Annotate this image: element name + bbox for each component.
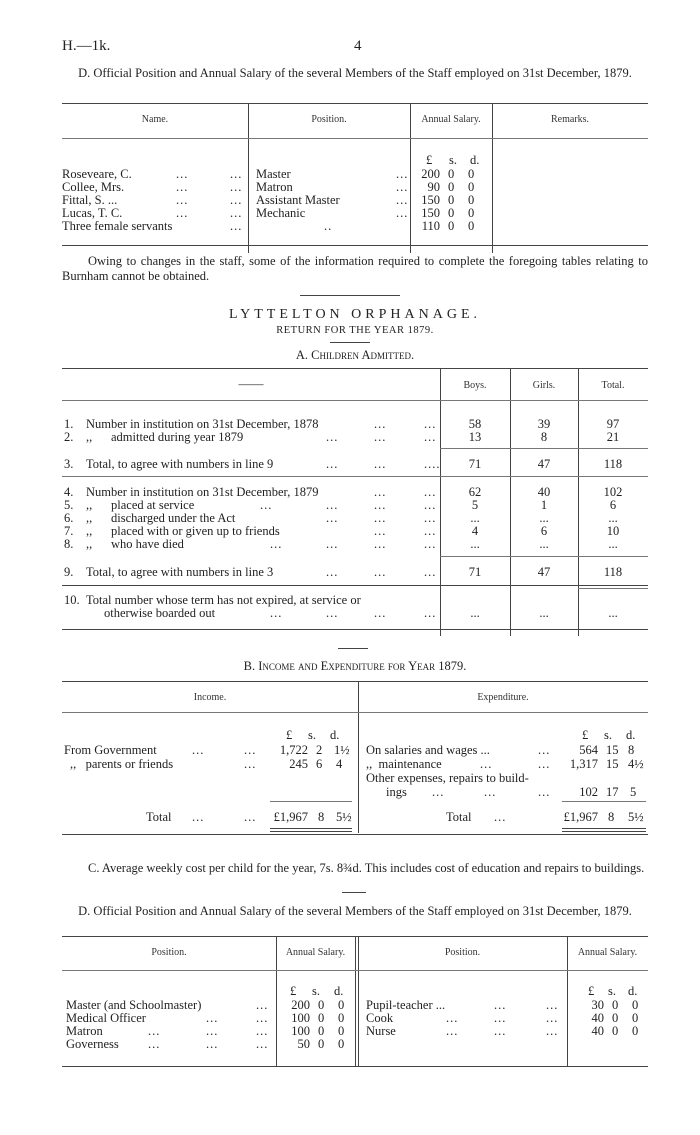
section-d2-title: D. Official Position and Annual Salary of the several Members of the Staff employed on 31st December, 1879.	[78, 904, 632, 918]
section-b-title: B. Income and Expenditure for Year 1879.	[243, 659, 467, 673]
col-salary-right-header: Annual Salary.	[577, 947, 638, 958]
col-total-header: Total.	[601, 380, 625, 391]
expenditure-header: Expenditure.	[477, 692, 529, 703]
section-d1-title: D. Official Position and Annual Salary of the several Members of the Staff employed on 31st December, 1879.	[78, 66, 632, 80]
income-header: Income.	[193, 692, 227, 703]
section-a-title: A. Children Admitted.	[295, 348, 415, 362]
col-position-left-header: Position.	[151, 947, 187, 958]
col-girls-header: Girls.	[532, 380, 556, 391]
burnham-note: Owing to changes in the staff, some of the information required to complete the foregoing tables relating to Burnham cannot be obtained.	[62, 254, 648, 283]
col-boys-header: Boys.	[463, 380, 487, 391]
orphanage-title: LYTTELTON ORPHANAGE.	[228, 307, 482, 322]
col-salary-left-header: Annual Salary.	[285, 947, 346, 958]
section-c-text: C. Average weekly cost per child for the year, 7s. 8¾d. This includes cost of education and repairs to buildings.	[88, 861, 645, 875]
page-number: 4	[354, 38, 362, 54]
col-position-right-header: Position.	[444, 947, 481, 958]
section-a-dash: ——	[238, 377, 264, 391]
page-reference: H.—1k.	[62, 38, 111, 54]
col-remarks-header: Remarks.	[550, 114, 590, 125]
col-salary-header: Annual Salary.	[421, 114, 481, 125]
orphanage-subtitle: RETURN FOR THE YEAR 1879.	[276, 325, 434, 336]
col-position-header: Position.	[311, 114, 347, 125]
col-name-header: Name.	[141, 114, 169, 125]
